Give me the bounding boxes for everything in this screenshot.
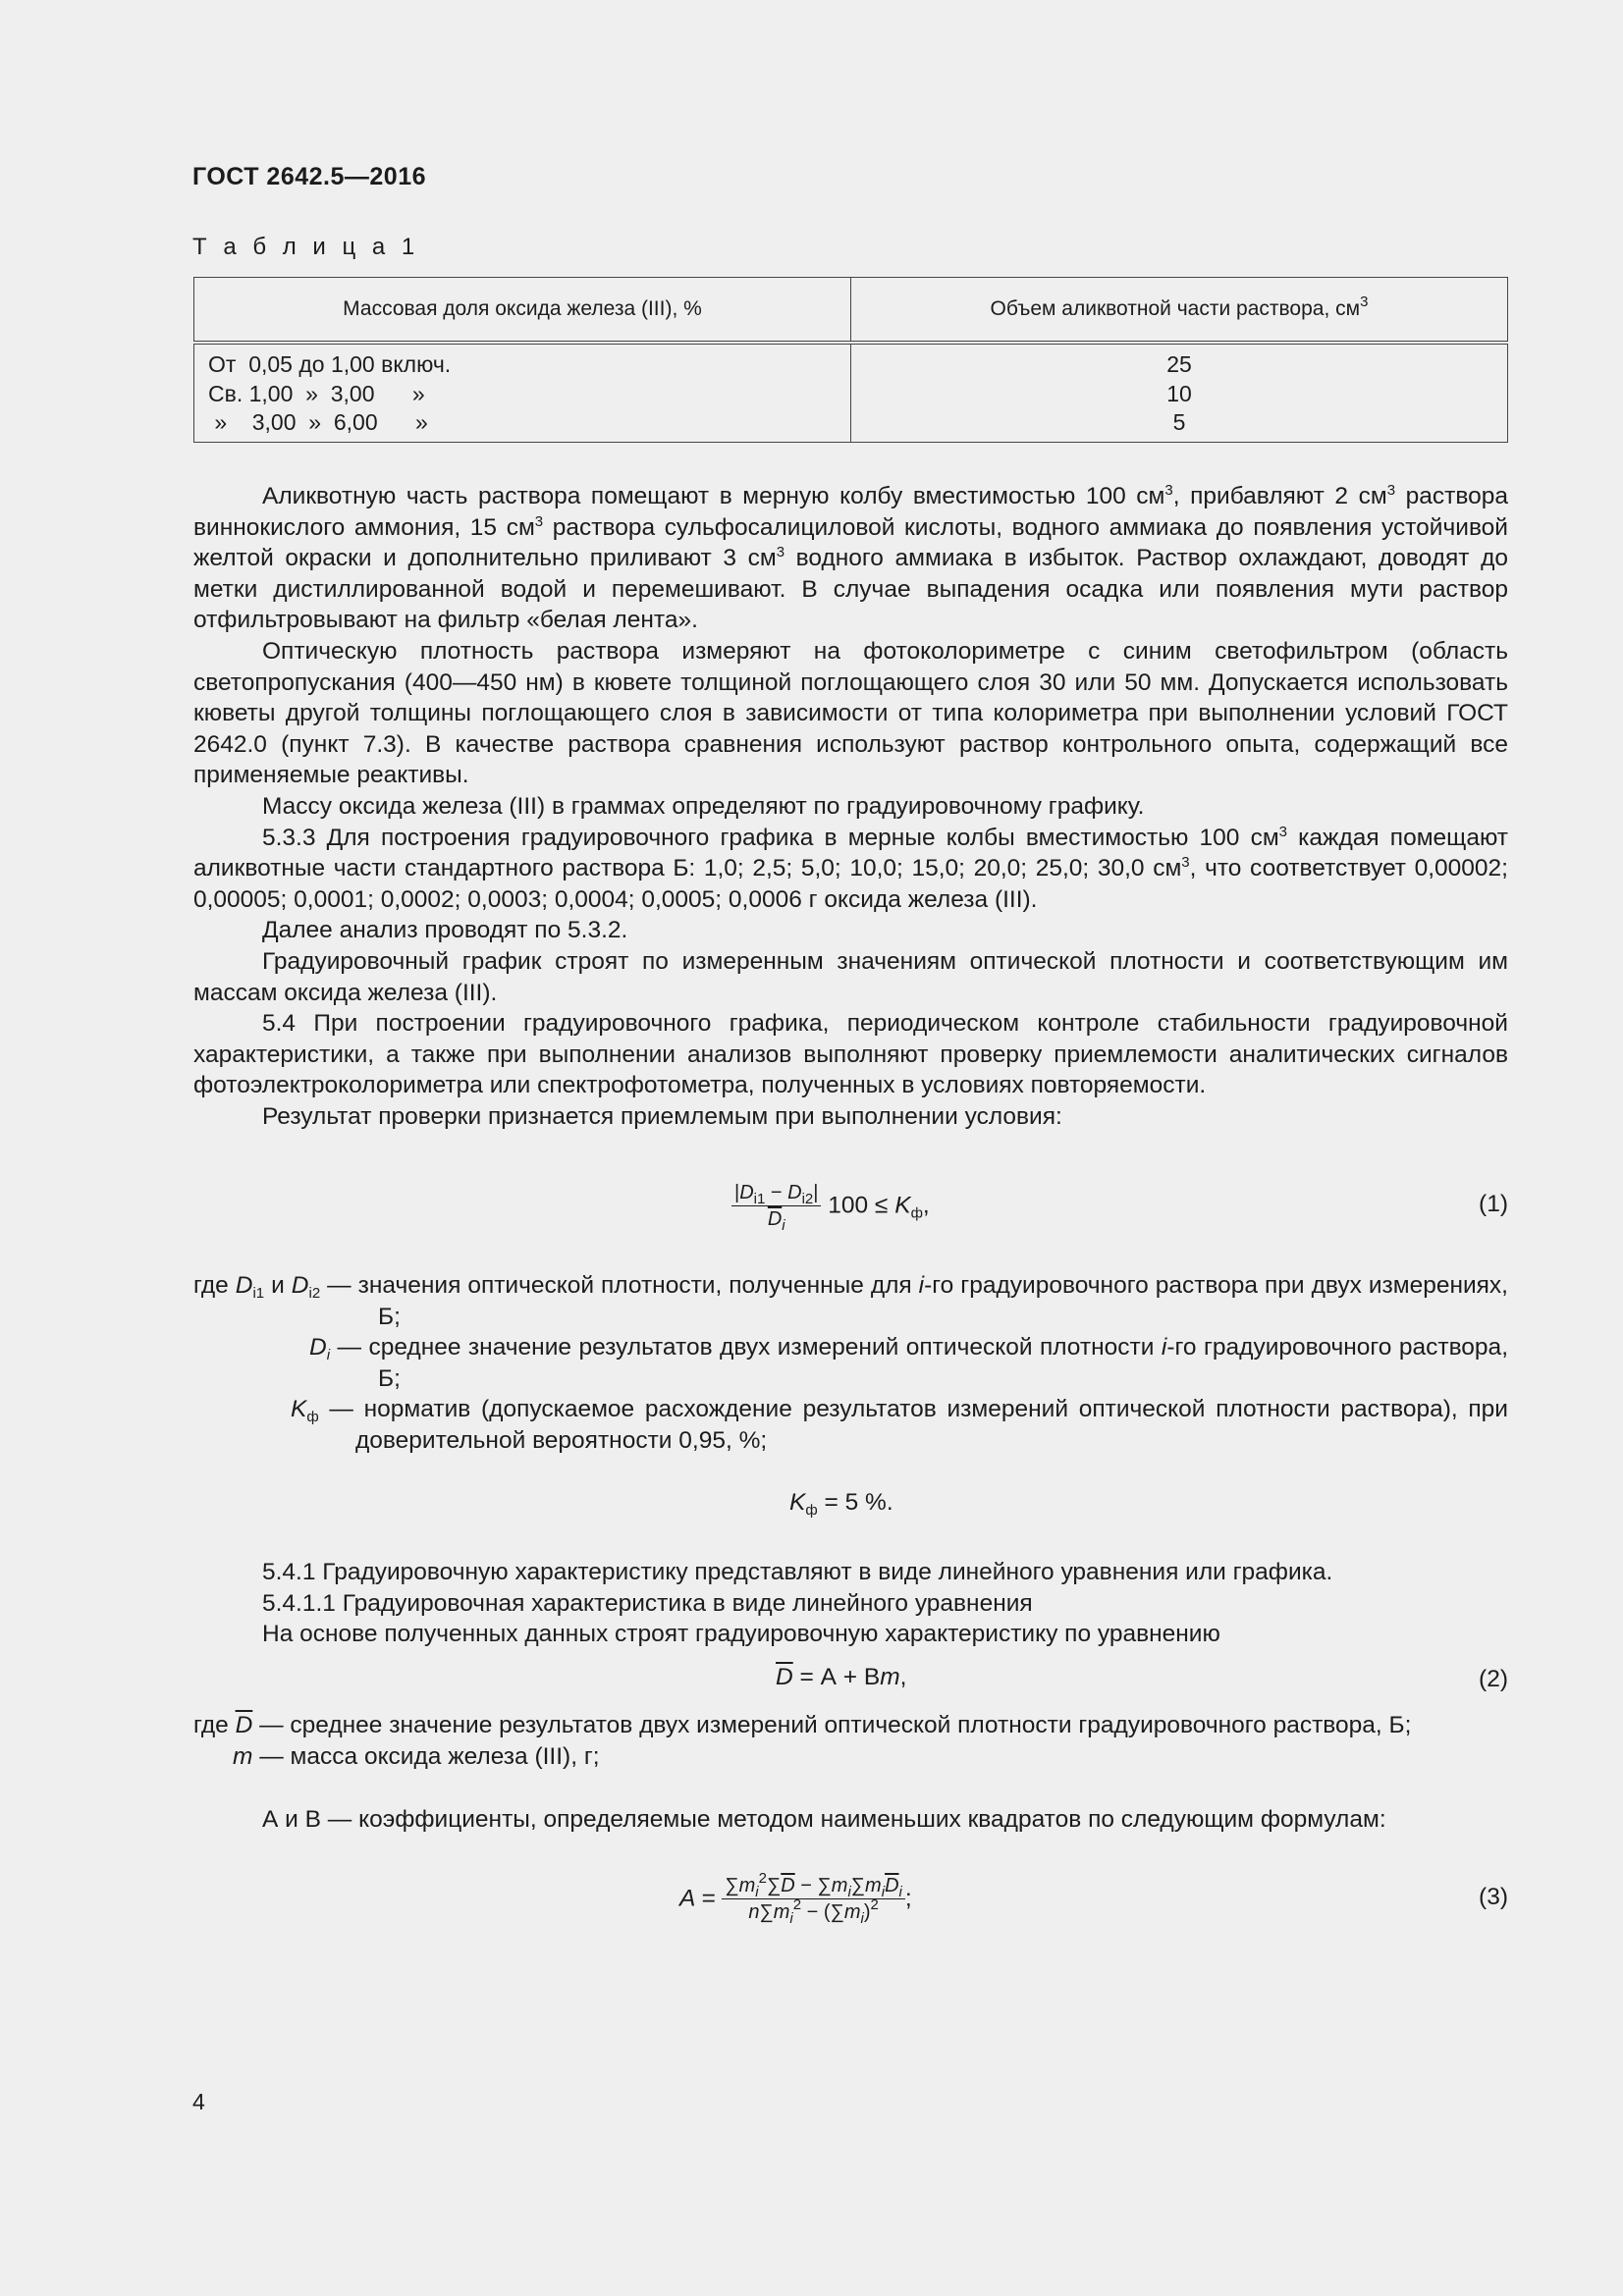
- body-text-2: [193, 1557, 1508, 1650]
- definition: где $D_{i1}$ и $D_{i2}$ — значения оптической плотности, полученные для i-го градуировочного раствора при двух измерениях, Б;: [193, 1272, 1508, 1330]
- paragraph: Результат проверки признается приемлемым при выполнении условия:: [262, 1102, 1062, 1130]
- paragraph: Массу оксида железа (III) в граммах определяют по градуировочному графику.: [262, 792, 1145, 820]
- table-caption: Т а б л и ц а 1: [192, 234, 420, 260]
- definitions-1: [193, 1270, 1508, 1457]
- equation-3: A = $\frac{\sum m_i^2\sum\overline{D} - \sum m_i\sum m_i\overline{D}_i}{n\sum m_i^2 - (\sum m_i)^2}$ ;: [679, 1870, 912, 1927]
- paragraph: Далее анализ проводят по 5.3.2.: [262, 917, 628, 944]
- definition: где $\overline{D}$ — среднее значение результатов двух измерений оптической плотности градуировочного раствора, Б;: [193, 1712, 1412, 1738]
- paragraph: Аликвотную часть раствора помещают в мерную колбу вместимостью 100 $см^3$, прибавляют 2 $см^3$ раствора виннокислого аммония, 15 $см^3$ раствора сульфосалициловой кислоты, водного аммиака до появления устойчивой желтой окраски и дополнительно приливают 3 $см^3$ водного аммиака в избыток. Раствор охлаждают, доводят до метки дистиллированной водой и перемешивают. В случае выпадения осадка или появления мути раствор отфильтровывают на фильтр «белая лента».: [193, 482, 1509, 634]
- equation-number: (3): [1479, 1884, 1508, 1910]
- table-header-cell: Массовая доля оксида железа (III), %: [194, 278, 851, 344]
- paragraph: 5.4.1.1 Градуировочная характеристика в виде линейного уравнения: [262, 1589, 1033, 1617]
- definition: $D_i$ — среднее значение результатов двух измерений оптической плотности i-го градуировочного раствора, Б;: [309, 1334, 1508, 1392]
- data-table: [193, 277, 1508, 443]
- paragraph: 5.4.1 Градуировочную характеристику представляют в виде линейного уравнения или графика.: [262, 1559, 1333, 1585]
- paragraph: Градуировочный график строят по измеренным значениям оптической плотности и соответствующим им массам оксида железа (III).: [193, 947, 1508, 1006]
- kf-value-line: $K_ф = 5$ %.: [789, 1489, 893, 1519]
- table-cell-ranges: От 0,05 до 1,00 включ. Св. 1,00 » 3,00 » » 3,00 » 6,00 »: [194, 343, 851, 442]
- paragraph: 5.4 При построении градуировочного графика, периодическом контроле стабильности градуировочной характеристики, а также при выполнении анализов выполняют проверку приемлемости аналитических сигналов фотоэлектроколориметра или спектрофотометра, полученных в условиях повторяемости.: [193, 1010, 1508, 1099]
- paragraph: А и В — коэффициенты, определяемые методом наименьших квадратов по следующим формулам:: [262, 1806, 1386, 1833]
- paragraph: Оптическую плотность раствора измеряют на фотоколориметре с синим светофильтром (область светопропускания (400—450 нм) в кювете толщиной поглощающего слоя 30 или 50 мм. Допускается использовать кюветы другой толщины поглощающего слоя в зависимости от типа колориметра при выполнении условий ГОСТ 2642.0 (пункт 7.3). В качестве раствора сравнения используют раствор контрольного опыта, содержащий все применяемые реактивы.: [193, 637, 1508, 789]
- table-header-cell: Объем аликвотной части раствора, $см^3$: [851, 278, 1508, 344]
- definition: m — масса оксида железа (III), г;: [233, 1742, 600, 1770]
- definition: $K_ф$ — норматив (допускаемое расхождение результатов измерений оптической плотности раствора), при доверительной вероятности 0,95, %;: [291, 1396, 1508, 1454]
- body-text-3: [193, 1804, 1508, 1836]
- document-header: ГОСТ 2642.5—2016: [192, 163, 427, 190]
- paragraph: На основе полученных данных строят градуировочную характеристику по уравнению: [262, 1621, 1220, 1648]
- fraction: $\frac{\sum m_i^2\sum\overline{D} - \sum m_i\sum m_i\overline{D}_i}{n\sum m_i^2 - (\sum m_i)^2}$: [722, 1875, 905, 1924]
- body-text-1: [193, 481, 1508, 1132]
- table-header-row: [194, 278, 1508, 344]
- definitions-2: [193, 1710, 1508, 1772]
- page-number: 4: [192, 2089, 205, 2114]
- equation-number: (2): [1479, 1666, 1508, 1692]
- fraction: $\frac{|D_{i1} - D_{i2}|}{\overline{D}_i}$: [731, 1182, 821, 1231]
- paragraph: 5.3.3 Для построения градуировочного графика в мерные колбы вместимостью 100 $см^3$ каждая помещают аликвотные части стандартного раствора Б: 1,0; 2,5; 5,0; 10,0; 15,0; 20,0; 25,0; 30,0 $см^3$, что соответствует 0,00002; 0,00005; 0,0001; 0,0002; 0,0003; 0,0004; 0,0005; 0,0006 г оксида железа (III).: [193, 823, 1509, 913]
- equation-1: $\frac{|D_{i1} - D_{i2}|}{\overline{D}_i}$ $100 \le K_ф$,: [731, 1182, 930, 1231]
- equation-number: (1): [1479, 1191, 1508, 1217]
- equation-2: $\overline{D} = А$ + Вm,: [776, 1664, 907, 1690]
- table-cell-volumes: 25 10 5: [851, 343, 1508, 442]
- table-row: [194, 343, 1508, 442]
